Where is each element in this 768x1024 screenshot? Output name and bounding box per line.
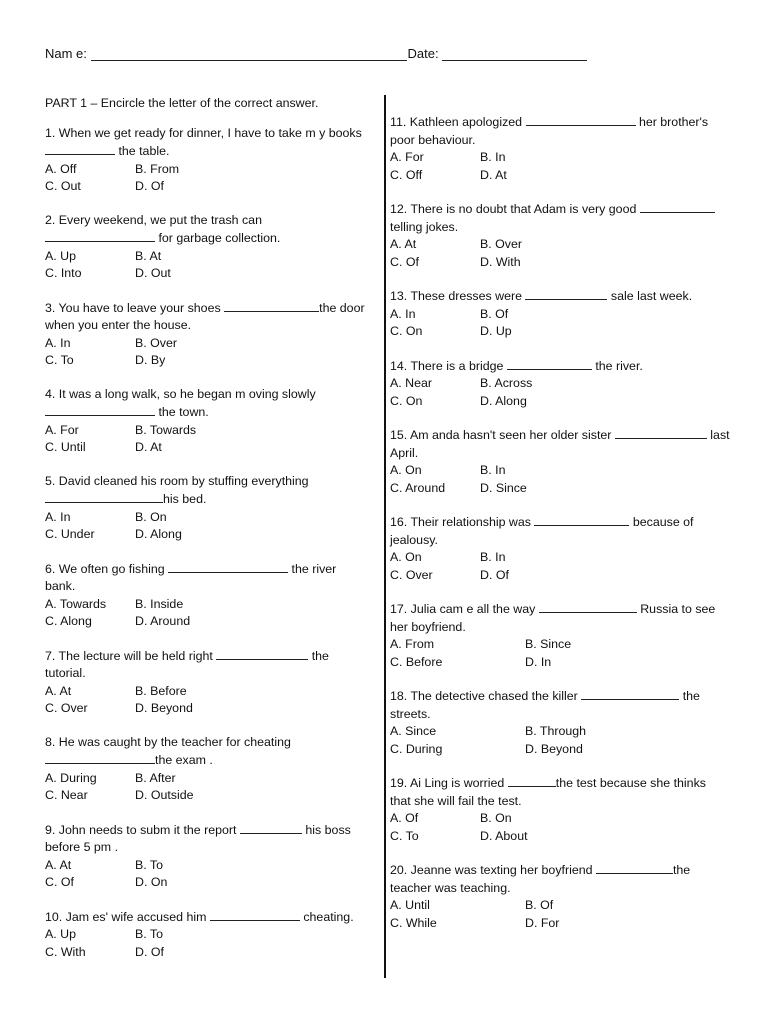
answer-options: [390, 549, 730, 584]
question-text: the exam .: [155, 753, 213, 767]
answer-blank[interactable]: [210, 908, 300, 921]
answer-option[interactable]: D. Since: [480, 480, 527, 495]
answer-option[interactable]: B. To: [135, 927, 164, 941]
answer-option[interactable]: A. Until: [390, 898, 430, 912]
answer-option[interactable]: D. About: [480, 828, 528, 843]
answer-blank[interactable]: [526, 113, 636, 126]
answer-option[interactable]: C. While: [390, 915, 437, 930]
question-text: 2. Every weekend, we put the trash can: [45, 212, 262, 227]
answer-option[interactable]: D. Out: [135, 266, 171, 280]
answer-option[interactable]: A. On: [390, 463, 422, 477]
question-stem: [390, 513, 730, 549]
answer-option[interactable]: B. After: [135, 770, 176, 785]
question-stem: [45, 212, 370, 248]
answer-options: [45, 161, 370, 196]
answer-option[interactable]: C. Into: [45, 266, 82, 280]
answer-option[interactable]: A. At: [45, 857, 72, 872]
answer-option[interactable]: C. During: [390, 741, 443, 756]
answer-blank[interactable]: [539, 600, 637, 613]
answer-option[interactable]: B. Of: [525, 898, 554, 912]
left-column: [45, 95, 370, 977]
question-text: the test because she thinks that she will fail the test.: [390, 776, 706, 808]
answer-option[interactable]: B. At: [135, 248, 162, 263]
answer-options: [45, 770, 370, 805]
question-text: the streets.: [390, 689, 700, 721]
question-text: 6. We often go fishing: [45, 561, 165, 576]
question-text: last April.: [390, 428, 730, 460]
answer-blank[interactable]: [596, 861, 673, 874]
question: [390, 287, 730, 341]
question-text: the river bank.: [45, 561, 337, 593]
answer-option[interactable]: C. Along: [45, 614, 92, 628]
answer-options: [45, 596, 370, 631]
answer-blank[interactable]: [508, 774, 556, 787]
question-text: cheating.: [299, 909, 354, 924]
question-stem: [390, 200, 730, 236]
answer-options: [45, 422, 370, 457]
question-text: 9. John needs to subm it the report: [45, 822, 237, 837]
question: [45, 647, 370, 718]
question-text: the tutorial.: [45, 648, 329, 680]
answer-option[interactable]: B. On: [135, 509, 167, 524]
question: [45, 560, 370, 631]
answer-option[interactable]: B. Before: [135, 683, 187, 698]
question-stem: [390, 287, 730, 306]
question-stem: [390, 113, 730, 149]
question-text: for garbage collection.: [155, 231, 281, 245]
answer-options: [45, 683, 370, 718]
question: [390, 774, 730, 845]
answer-option[interactable]: C. Before: [390, 654, 443, 669]
question: [45, 125, 370, 196]
answer-option[interactable]: D. For: [525, 915, 560, 930]
question-stem: [390, 357, 730, 376]
answer-option[interactable]: D. At: [480, 167, 507, 182]
question: [390, 513, 730, 584]
question-text: 19. Ai Ling is worried: [390, 776, 505, 790]
answer-option[interactable]: A. Of: [390, 811, 419, 825]
question: [45, 821, 370, 892]
answer-option[interactable]: D. With: [480, 254, 521, 269]
question-list-left: [45, 125, 370, 962]
question: [45, 908, 370, 962]
question-stem: [390, 426, 730, 462]
answer-option[interactable]: A. In: [45, 509, 71, 524]
question-stem: [45, 386, 370, 422]
answer-option[interactable]: C. Over: [390, 567, 433, 582]
question-text: 11. Kathleen apologized: [390, 115, 523, 129]
question-text: his boss before 5 pm .: [45, 822, 351, 854]
answer-options: [390, 462, 730, 497]
question: [45, 299, 370, 370]
answer-option[interactable]: D. Outside: [135, 788, 194, 802]
answer-option[interactable]: D. By: [135, 353, 166, 367]
name-field[interactable]: [91, 48, 407, 61]
question: [45, 734, 370, 805]
question-text: 20. Jeanne was texting her boyfriend: [390, 863, 593, 877]
answer-option[interactable]: D. Around: [135, 614, 191, 628]
answer-blank[interactable]: [45, 142, 115, 155]
question-text: 15. Am anda hasn't seen her older sister: [390, 428, 612, 442]
answer-option[interactable]: D. At: [135, 440, 162, 454]
answer-option[interactable]: C. To: [45, 353, 74, 367]
date-field[interactable]: [442, 48, 587, 61]
question-text: the town.: [155, 405, 209, 419]
question-stem: [45, 125, 370, 161]
answer-option[interactable]: A. At: [390, 237, 417, 251]
question-text: 10. Jam es' wife accused him: [45, 909, 207, 924]
answer-option[interactable]: B. In: [480, 463, 506, 477]
question: [390, 687, 730, 758]
answer-blank[interactable]: [507, 357, 592, 370]
answer-option[interactable]: B. From: [135, 161, 180, 176]
question-text: 12. There is no doubt that Adam is very good: [390, 202, 637, 216]
question-stem: [45, 473, 370, 509]
answer-options: [390, 636, 730, 671]
answer-option[interactable]: B. Through: [525, 724, 587, 738]
question: [45, 212, 370, 283]
answer-option[interactable]: A. Near: [390, 376, 433, 390]
answer-options: [45, 509, 370, 544]
question-stem: [390, 687, 730, 723]
question-text: the river.: [591, 358, 643, 373]
answer-option[interactable]: A. Towards: [45, 596, 107, 611]
answer-option[interactable]: C. On: [390, 393, 423, 408]
answer-option[interactable]: A. On: [390, 550, 422, 564]
question: [390, 357, 730, 411]
name-label: Nam e:: [45, 46, 87, 61]
answer-option[interactable]: D. Of: [135, 179, 164, 193]
question-text: 4. It was a long walk, so he began m oving slowly: [45, 386, 316, 401]
answer-option[interactable]: D. On: [135, 875, 168, 889]
answer-options: [390, 375, 730, 410]
answer-option[interactable]: A. At: [45, 683, 72, 698]
question-text: the table.: [115, 144, 170, 158]
question-text: Russia to see her boyfriend.: [390, 602, 716, 634]
question-text: 13. These dresses were: [390, 289, 523, 303]
answer-blank[interactable]: [640, 200, 715, 213]
header: [45, 46, 588, 61]
answer-option[interactable]: C. Over: [45, 701, 88, 715]
answer-option[interactable]: B. Since: [525, 637, 572, 651]
answer-option[interactable]: A. From: [390, 637, 435, 651]
answer-option[interactable]: A. In: [390, 306, 416, 321]
answer-option[interactable]: A. During: [45, 770, 97, 785]
answer-options: [390, 897, 730, 932]
answer-option[interactable]: B. Inside: [135, 596, 184, 611]
question-stem: [390, 861, 730, 897]
answer-blank[interactable]: [240, 821, 302, 834]
answer-option[interactable]: D. Up: [480, 324, 512, 338]
answer-blank[interactable]: [45, 751, 155, 764]
answer-blank[interactable]: [45, 403, 155, 416]
part-title: PART 1 – Encircle the letter of the correct answer.: [45, 96, 319, 110]
answer-blank[interactable]: [534, 513, 629, 526]
answer-option[interactable]: B. Over: [480, 237, 522, 251]
answer-option[interactable]: D. Along: [480, 393, 527, 408]
question-stem: [45, 734, 370, 770]
question-stem: [45, 908, 370, 927]
answer-option[interactable]: C. With: [45, 944, 86, 959]
question-text: the teacher was teaching.: [390, 863, 691, 895]
answer-option[interactable]: A. Up: [45, 248, 76, 263]
answer-blank[interactable]: [45, 490, 163, 503]
question: [45, 386, 370, 457]
answer-option[interactable]: D. Of: [135, 944, 164, 959]
answer-option[interactable]: C. Near: [45, 788, 88, 802]
answer-blank[interactable]: [45, 229, 155, 242]
question-text: her brother's poor behaviour.: [390, 115, 709, 147]
answer-option[interactable]: A. In: [45, 335, 71, 350]
answer-blank[interactable]: [216, 647, 308, 660]
answer-option[interactable]: B. Over: [135, 335, 177, 350]
answer-option[interactable]: C. Around: [390, 480, 446, 495]
answer-options: [390, 236, 730, 271]
answer-option[interactable]: B. Towards: [135, 422, 197, 437]
answer-option[interactable]: D. Of: [480, 567, 509, 582]
question-text: 3. You have to leave your shoes: [45, 300, 221, 315]
question: [390, 200, 730, 271]
question-stem: [390, 600, 730, 636]
answer-option[interactable]: C. Until: [45, 440, 86, 454]
answer-option[interactable]: B. Of: [480, 306, 509, 321]
question-text: 16. Their relationship was: [390, 515, 531, 529]
answer-option[interactable]: C. Of: [45, 875, 74, 889]
question-text: 1. When we get ready for dinner, I have to take m y books: [45, 125, 362, 140]
answer-option[interactable]: D. Beyond: [525, 741, 583, 756]
answer-option[interactable]: A. For: [390, 150, 424, 164]
question-text: 17. Julia cam e all the way: [390, 602, 536, 616]
answer-option[interactable]: C. Under: [45, 527, 95, 541]
answer-options: [45, 857, 370, 892]
answer-option[interactable]: B. In: [480, 550, 506, 564]
question: [390, 113, 730, 184]
question-text: telling jokes.: [390, 219, 459, 234]
question-stem: [45, 299, 370, 335]
question-list-right: [390, 113, 730, 932]
answer-blank[interactable]: [581, 687, 679, 700]
answer-option[interactable]: B. On: [480, 811, 512, 825]
answer-option[interactable]: B. To: [135, 857, 164, 872]
question: [390, 861, 730, 932]
question: [390, 600, 730, 671]
question-text: 18. The detective chased the killer: [390, 689, 578, 703]
answer-blank[interactable]: [168, 560, 288, 573]
answer-options: [390, 810, 730, 845]
answer-options: [45, 926, 370, 961]
question-stem: [45, 647, 370, 683]
answer-options: [45, 248, 370, 283]
answer-option[interactable]: C. Out: [45, 179, 81, 193]
question-stem: [45, 821, 370, 857]
answer-options: [390, 723, 730, 758]
answer-option[interactable]: B. Across: [480, 376, 533, 390]
answer-options: [390, 306, 730, 341]
question-stem: [45, 560, 370, 596]
question-text: his bed.: [163, 492, 207, 506]
answer-option[interactable]: A. Off: [45, 161, 77, 176]
answer-option[interactable]: C. Of: [390, 254, 419, 269]
answer-blank[interactable]: [224, 299, 319, 312]
answer-option[interactable]: A. Since: [390, 724, 437, 738]
question-text: the door when you enter the house.: [45, 300, 365, 332]
answer-option[interactable]: C. On: [390, 324, 423, 338]
question: [45, 473, 370, 544]
answer-blank[interactable]: [615, 426, 707, 439]
answer-option[interactable]: A. Up: [45, 927, 76, 941]
date-label: Date:: [407, 46, 439, 61]
right-column: [390, 113, 730, 948]
answer-option[interactable]: B. In: [480, 150, 506, 164]
answer-option[interactable]: C. Off: [390, 167, 423, 182]
answer-blank[interactable]: [525, 287, 607, 300]
answer-options: [45, 335, 370, 370]
question-text: 5. David cleaned his room by stuffing everything: [45, 473, 309, 488]
answer-options: [390, 149, 730, 184]
column-divider: [384, 95, 386, 978]
answer-option[interactable]: D. Beyond: [135, 701, 193, 715]
answer-option[interactable]: D. In: [525, 654, 552, 669]
question-text: sale last week.: [607, 289, 693, 303]
question: [390, 426, 730, 497]
question-text: 7. The lecture will be held right: [45, 648, 213, 663]
answer-option[interactable]: C. To: [390, 828, 419, 843]
answer-option[interactable]: D. Along: [135, 527, 182, 541]
question-text: 8. He was caught by the teacher for cheating: [45, 734, 291, 749]
question-text: 14. There is a bridge: [390, 358, 504, 373]
question-text: because of jealousy.: [390, 515, 694, 547]
question-stem: [390, 774, 730, 810]
answer-option[interactable]: A. For: [45, 422, 79, 437]
